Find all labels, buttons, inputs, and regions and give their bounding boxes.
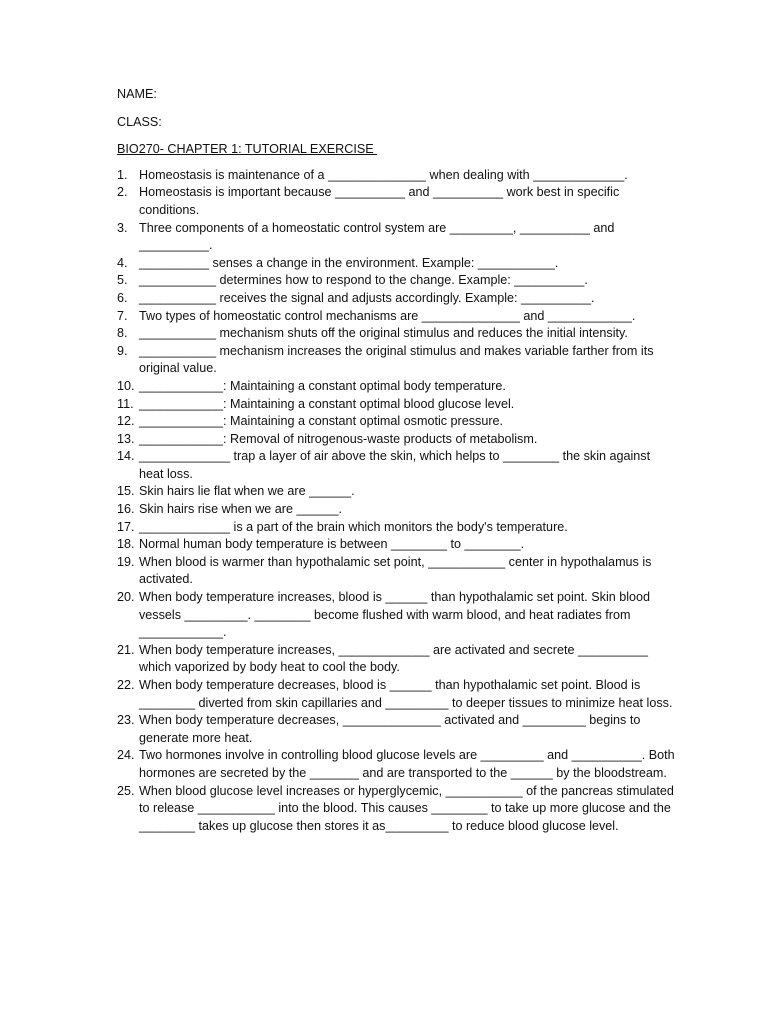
question-number: 19. [117,554,135,569]
question-text: __________ senses a change in the environment. Example: ___________. [139,255,559,270]
question-text: Normal human body temperature is between ________ to ________. [139,537,525,552]
question-text: Homeostasis is important because __________ and __________ work best in specific conditions. [139,185,620,217]
question-item [117,483,677,501]
question-item [117,343,677,378]
question-number: 8. [117,326,128,341]
question-item [117,413,677,431]
question-item [117,255,677,273]
question-item [117,642,677,677]
question-text: _____________ is a part of the brain which monitors the body's temperature. [139,519,568,534]
question-item [117,519,677,537]
question-text: ___________ receives the signal and adjusts accordingly. Example: __________. [139,290,595,305]
question-item [117,272,677,290]
question-number: 18. [117,537,135,552]
question-number: 7. [117,308,128,323]
question-text: Skin hairs lie flat when we are ______. [139,484,355,499]
question-number: 25. [117,783,135,798]
question-item [117,677,677,712]
question-number: 13. [117,431,135,446]
question-item [117,448,677,483]
question-item [117,712,677,747]
question-item [117,167,677,185]
question-item [117,554,677,589]
question-item [117,536,677,554]
question-text: When body temperature decreases, ______________ activated and _________ begins to generate more heat. [139,713,641,745]
question-number: 11. [117,396,134,411]
question-text: Two types of homeostatic control mechanisms are ______________ and ____________. [139,308,636,323]
question-text: When blood glucose level increases or hyperglycemic, ___________ of the pancreas stimulated to release ___________ into the blood. This causes ________ to take up more glucose and the ________ takes up glucose then stores it as_________ to reduce blood glucose level. [139,783,674,833]
question-number: 3. [117,220,128,235]
question-text: ____________: Removal of nitrogenous-waste products of metabolism. [139,431,538,446]
question-number: 12. [117,414,135,429]
question-item [117,589,677,642]
question-item [117,501,677,519]
worksheet-content [117,86,677,835]
question-text: When blood is warmer than hypothalamic set point, ___________ center in hypothalamus is activated. [139,554,652,587]
question-text: ____________: Maintaining a constant optimal blood glucose level. [139,396,515,411]
question-number: 21. [117,642,135,657]
question-text: ___________ mechanism shuts off the original stimulus and reduces the initial intensity. [139,326,628,341]
question-item [117,308,677,326]
question-text: Skin hairs rise when we are ______. [139,502,343,517]
question-item [117,396,677,414]
question-number: 15. [117,484,135,499]
question-item [117,747,677,782]
question-text: ___________ mechanism increases the original stimulus and makes variable farther from its original value. [139,343,654,376]
question-item [117,325,677,343]
class-field-label: CLASS: [117,114,162,129]
question-number: 14. [117,449,135,464]
question-text: Homeostasis is maintenance of a ______________ when dealing with _____________. [139,167,628,182]
question-number: 24. [117,748,135,763]
question-text: ____________: Maintaining a constant optimal osmotic pressure. [139,414,504,429]
question-number: 17. [117,519,135,534]
question-item [117,184,677,219]
question-text: When body temperature increases, _____________ are activated and secrete __________ which vaporized by body heat to cool the body. [139,642,649,675]
question-number: 10. [117,378,135,393]
question-number: 16. [117,502,135,517]
question-item [117,783,677,836]
question-item [117,431,677,449]
question-item [117,290,677,308]
question-number: 4. [117,255,128,270]
question-text: When body temperature decreases, blood is ______ than hypothalamic set point. Blood is ________ diverted from skin capillaries and _________ to deeper tissues to minimize heat loss. [139,678,673,710]
question-number: 2. [117,185,128,200]
question-number: 9. [117,343,128,358]
question-list [117,167,677,836]
question-number: 5. [117,273,128,288]
question-item [117,220,677,255]
question-number: 20. [117,590,135,605]
name-field-label: NAME: [117,87,157,101]
question-number: 1. [117,167,128,182]
question-text: Three components of a homeostatic control system are _________, __________ and __________. [139,220,615,253]
question-number: 23. [117,713,135,728]
question-item [117,378,677,396]
question-text: ___________ determines how to respond to the change. Example: __________. [139,273,588,288]
question-text: ____________: Maintaining a constant optimal body temperature. [139,378,506,393]
question-number: 22. [117,678,135,692]
worksheet-title: BIO270- CHAPTER 1: TUTORIAL EXERCISE [117,142,378,157]
question-number: 6. [117,290,128,305]
question-text: _____________ trap a layer of air above the skin, which helps to ________ the skin against heat loss. [139,449,651,481]
question-text: When body temperature increases, blood is ______ than hypothalamic set point. Skin blood vessels _________. ________ become flushed with warm blood, and heat radiates from ____________. [139,590,651,640]
question-text: Two hormones involve in controlling blood glucose levels are _________ and __________. Both hormones are secreted by the _______ and are transported to the ______ by the bloodstream. [139,748,675,780]
